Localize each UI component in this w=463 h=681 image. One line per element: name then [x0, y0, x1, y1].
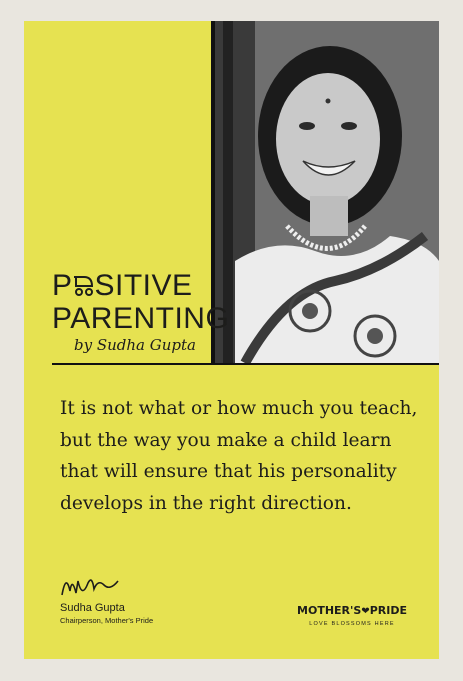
quote-text: It is not what or how much you teach, but the way you make a child learn that will ensure that his personality develops in the right direction. [60, 398, 418, 514]
brand-tagline: LOVE BLOSSOMS HERE [309, 621, 395, 627]
signatory-role: Chairperson, Mother's Pride [60, 616, 154, 625]
pram-icon [73, 271, 95, 295]
title-line-1: P SITIVE [52, 269, 193, 302]
title-byline: by Sudha Gupta [74, 336, 196, 354]
brand-logo: MOTHER'S❤PRIDE [297, 604, 407, 617]
poster [24, 21, 439, 659]
heart-icon: ❤ [361, 606, 370, 617]
signatory-name: Sudha Gupta [60, 602, 125, 614]
title-line-2: PARENTING [52, 302, 230, 335]
signature-image [58, 569, 128, 606]
portrait-photo [215, 21, 439, 363]
title-divider-horizontal [52, 363, 439, 365]
